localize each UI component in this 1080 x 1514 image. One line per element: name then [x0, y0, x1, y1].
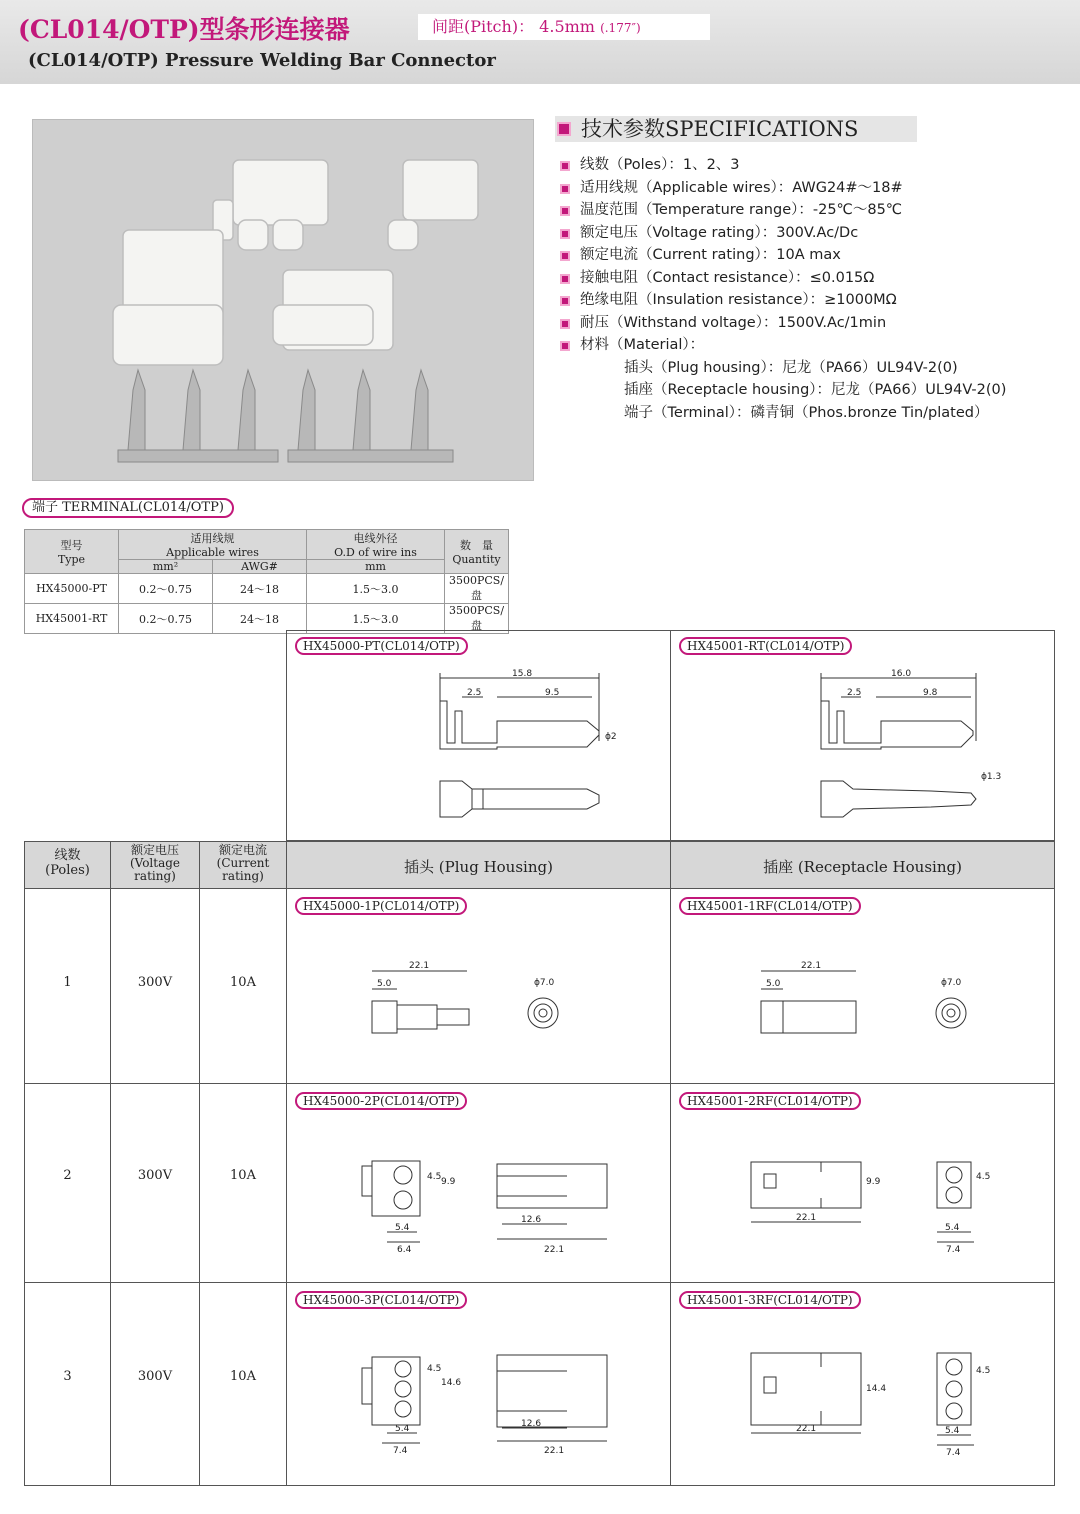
row1-receptacle: [670, 888, 1055, 1084]
dim: 22.1: [409, 961, 430, 971]
row3-current: 10A: [199, 1282, 287, 1486]
spec-item: 线数（Poles）：1、2、3: [558, 154, 1006, 177]
plug-2p-drawing: [287, 1084, 672, 1284]
spec-item: 绝缘电阻（Insulation resistance）：≥1000MΩ: [558, 289, 1006, 312]
material-item: 插头（Plug housing）：尼龙（PA66）UL94V-2(0): [624, 359, 958, 376]
dim: ϕ7.0: [941, 978, 962, 988]
dim: 9.8: [923, 688, 938, 698]
terminal-table: 型号 Type 适用线规 Applicable wires 电线外径 O.D of wire ins 数 量 Quantity mm² AWG# mm HX45000-PT 0.2～0.75 24～18 1.5～3.0 3500PCS/盘 HX45001-RT 0.2～0.75 24～18 1.5～3.0 3500PCS/盘: [24, 529, 509, 634]
dim: 6.4: [397, 1245, 412, 1255]
dim: 2.5: [467, 688, 482, 698]
bullet-icon: [560, 341, 570, 351]
spec-item: 额定电压（Voltage rating）：300V.Ac/Dc: [558, 222, 1006, 245]
bullet-icon: [560, 229, 570, 239]
dim: 7.4: [393, 1446, 408, 1456]
dim: 22.1: [801, 961, 822, 971]
row3-voltage: 300V: [110, 1282, 200, 1486]
part-label: HX45000-3P(CL014/OTP): [295, 1291, 467, 1309]
dim: 5.4: [395, 1424, 410, 1434]
product-photo: [32, 119, 534, 481]
row3-receptacle: [670, 1282, 1055, 1486]
bullet-icon: [560, 184, 570, 194]
spec-item: 适用线规（Applicable wires）：AWG24#～18#: [558, 177, 1006, 200]
terminal-label: 端子 TERMINAL(CL014/OTP): [22, 498, 234, 518]
dim: 7.4: [946, 1448, 961, 1458]
terminal-rt-cell: [670, 630, 1055, 841]
dim: 5.0: [766, 979, 781, 989]
header-plug: 插头 (Plug Housing): [286, 841, 671, 889]
dim: 9.9: [441, 1177, 456, 1187]
row3-poles: 3: [24, 1282, 111, 1486]
dim: ϕ7.0: [534, 978, 555, 988]
header-receptacle: 插座 (Receptacle Housing): [670, 841, 1055, 889]
dim: 22.1: [544, 1245, 565, 1255]
bullet-icon: [560, 251, 570, 261]
part-label: HX45001-3RF(CL014/OTP): [679, 1291, 861, 1309]
drawing-grid: [24, 630, 1055, 1486]
bullet-icon: [557, 122, 571, 136]
dim: ϕ2: [605, 732, 617, 742]
row2-plug: [286, 1083, 671, 1283]
dim: 5.4: [395, 1223, 410, 1233]
title-en: (CL014/OTP) Pressure Welding Bar Connector: [28, 50, 496, 71]
bullet-icon: [560, 319, 570, 329]
title-cn: (CL014/OTP)型条形连接器: [18, 15, 350, 44]
dim: 14.6: [441, 1378, 462, 1388]
spec-title-text: 技术参数SPECIFICATIONS: [581, 117, 859, 141]
dim: 9.9: [866, 1177, 881, 1187]
row3-plug: [286, 1282, 671, 1486]
table-row: HX45001-RT 0.2～0.75 24～18 1.5～3.0 3500PCS/盘: [25, 604, 509, 634]
part-label: HX45001-RT(CL014/OTP): [679, 637, 852, 655]
dim: 5.0: [377, 979, 392, 989]
dim: 4.5: [427, 1172, 442, 1182]
receptacle-1rf-drawing: [671, 889, 1056, 1085]
dim: 12.6: [521, 1419, 542, 1429]
part-label: HX45000-PT(CL014/OTP): [295, 637, 468, 655]
dim: 9.5: [545, 688, 560, 698]
dim: 22.1: [544, 1446, 565, 1456]
pitch-label: 间距(Pitch)：: [432, 17, 535, 36]
part-label: HX45000-2P(CL014/OTP): [295, 1092, 467, 1110]
spec-list: [558, 154, 1006, 424]
spec-item: 材料（Material）：: [558, 334, 1006, 357]
header-poles: 线数 (Poles): [24, 841, 111, 889]
dim: 4.5: [427, 1364, 442, 1374]
plug-1p-drawing: [287, 889, 672, 1085]
page-header: [0, 0, 1080, 84]
row2-poles: 2: [24, 1083, 111, 1283]
dim: 5.4: [945, 1426, 960, 1436]
part-label: HX45001-1RF(CL014/OTP): [679, 897, 861, 915]
receptacle-2rf-drawing: [671, 1084, 1056, 1284]
row1-plug: [286, 888, 671, 1084]
dim: 2.5: [847, 688, 862, 698]
row2-current: 10A: [199, 1083, 287, 1283]
header-voltage: 额定电压 (Voltage rating): [110, 841, 200, 889]
dim: 15.8: [512, 669, 533, 679]
dim: 4.5: [976, 1172, 991, 1182]
dim: 16.0: [891, 669, 912, 679]
pitch-inch: (.177″): [600, 21, 641, 35]
header-current: 额定电流 (Current rating): [199, 841, 287, 889]
terminal-pt-cell: [286, 630, 671, 841]
table-row: HX45000-PT 0.2～0.75 24～18 1.5～3.0 3500PCS/盘: [25, 574, 509, 604]
bullet-icon: [560, 274, 570, 284]
pitch-value: 4.5mm: [539, 17, 595, 36]
row1-voltage: 300V: [110, 888, 200, 1084]
spec-item: 耐压（Withstand voltage）：1500V.Ac/1min: [558, 312, 1006, 335]
part-label: HX45001-2RF(CL014/OTP): [679, 1092, 861, 1110]
dim: 7.4: [946, 1245, 961, 1255]
spec-title: [555, 116, 917, 142]
dim: ϕ1.3: [981, 772, 1002, 782]
dim: 4.5: [976, 1366, 991, 1376]
material-item: 插座（Receptacle housing）：尼龙（PA66）UL94V-2(0): [624, 382, 1007, 398]
spec-item: 接触电阻（Contact resistance）：≤0.015Ω: [558, 267, 1006, 290]
plug-3p-drawing: [287, 1283, 672, 1487]
material-item: 端子（Terminal）：磷青铜（Phos.bronze Tin/plated）: [624, 404, 989, 421]
terminal-rt-drawing: [671, 631, 1056, 842]
bullet-icon: [560, 206, 570, 216]
dim: 14.4: [866, 1384, 887, 1394]
spec-item: 温度范围（Temperature range）：-25℃～85℃: [558, 199, 1006, 222]
dim: 22.1: [796, 1213, 817, 1223]
dim: 5.4: [945, 1223, 960, 1233]
row2-voltage: 300V: [110, 1083, 200, 1283]
bullet-icon: [560, 296, 570, 306]
pitch-box: [418, 14, 710, 40]
part-label: HX45000-1P(CL014/OTP): [295, 897, 467, 915]
row1-poles: 1: [24, 888, 111, 1084]
bullet-icon: [560, 161, 570, 171]
terminal-pt-drawing: [287, 631, 672, 842]
spec-item: 额定电流（Current rating）：10A max: [558, 244, 1006, 267]
dim: 22.1: [796, 1424, 817, 1434]
row2-receptacle: [670, 1083, 1055, 1283]
dim: 12.6: [521, 1215, 542, 1225]
receptacle-3rf-drawing: [671, 1283, 1056, 1487]
row1-current: 10A: [199, 888, 287, 1084]
